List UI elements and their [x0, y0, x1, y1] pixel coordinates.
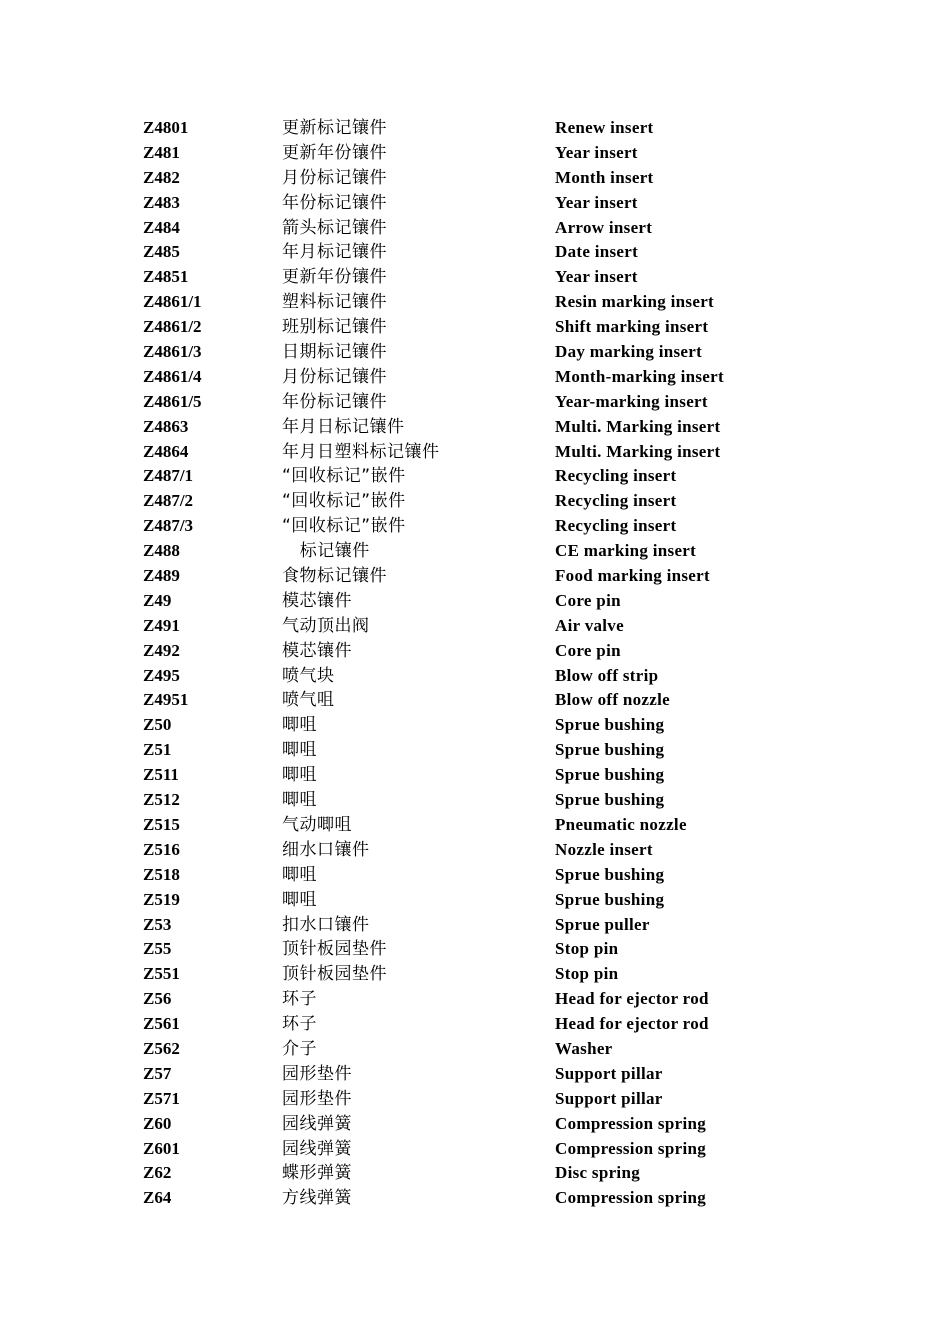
part-code: Z487/2	[143, 491, 194, 511]
english-name: Sprue puller	[555, 914, 650, 934]
part-code: Z482	[143, 167, 180, 187]
chinese-name: 园形垫件	[282, 1063, 352, 1084]
chinese-name: 环子	[282, 989, 317, 1010]
english-name: Sprue bushing	[555, 765, 665, 785]
part-code: Z4851	[143, 267, 189, 287]
english-name: Sprue bushing	[555, 889, 665, 909]
chinese-name: 年月日标记镶件	[282, 416, 405, 437]
chinese-name: 扣水口镶件	[282, 914, 370, 935]
english-name: Disc spring	[555, 1163, 641, 1183]
english-name: Sprue bushing	[555, 715, 665, 735]
part-code: Z483	[143, 192, 180, 212]
chinese-name: 塑料标记镶件	[282, 292, 387, 313]
part-code: Z60	[143, 1113, 172, 1133]
part-code: Z551	[143, 964, 180, 984]
part-code: Z49	[143, 590, 172, 610]
english-name: Stop pin	[555, 939, 619, 959]
chinese-name: 顶针板园垫件	[282, 939, 387, 960]
part-code: Z481	[143, 142, 180, 162]
english-name: Day marking insert	[555, 342, 703, 362]
english-name: Recycling insert	[555, 516, 677, 536]
chinese-name: 气动唧咀	[282, 814, 352, 835]
chinese-name: 唧咀	[282, 864, 317, 885]
english-name: Year insert	[555, 267, 638, 287]
part-code: Z488	[143, 541, 180, 561]
chinese-name: 月份标记镶件	[282, 167, 387, 188]
part-code: Z4863	[143, 416, 189, 436]
chinese-name: 唧咀	[282, 765, 317, 786]
chinese-name: “回收标记”嵌件	[282, 516, 406, 537]
chinese-name: 喷气咀	[282, 690, 335, 711]
part-code: Z519	[143, 889, 180, 909]
english-name: Washer	[555, 1038, 613, 1058]
english-name: Sprue bushing	[555, 740, 665, 760]
english-name: Food marking insert	[555, 566, 710, 586]
chinese-name: 标记镶件	[282, 541, 370, 562]
english-name: Month-marking insert	[555, 366, 724, 386]
chinese-name: 模芯镶件	[282, 590, 352, 611]
chinese-name: 更新年份镶件	[282, 142, 387, 163]
english-name: Air valve	[555, 615, 624, 635]
chinese-name: 园线弹簧	[282, 1138, 352, 1159]
part-code: Z51	[143, 740, 172, 760]
english-name: Month insert	[555, 167, 654, 187]
english-name: Support pillar	[555, 1063, 663, 1083]
part-code: Z53	[143, 914, 172, 934]
part-code: Z4864	[143, 441, 189, 461]
english-name: Compression spring	[555, 1138, 707, 1158]
english-name: Multi. Marking insert	[555, 441, 721, 461]
chinese-name: 唧咀	[282, 790, 317, 811]
part-code: Z4861/5	[143, 391, 202, 411]
part-code: Z512	[143, 790, 180, 810]
chinese-name: 年月日塑料标记镶件	[282, 441, 440, 462]
english-name: CE marking insert	[555, 541, 697, 561]
chinese-name: 更新年份镶件	[282, 267, 387, 288]
english-name: Recycling insert	[555, 466, 677, 486]
part-code: Z562	[143, 1038, 180, 1058]
english-name: Resin marking insert	[555, 292, 714, 312]
english-name: Year insert	[555, 192, 638, 212]
chinese-name: 环子	[282, 1014, 317, 1035]
chinese-name: 更新标记镶件	[282, 118, 387, 138]
chinese-name: 食物标记镶件	[282, 566, 387, 587]
chinese-name: 模芯镶件	[282, 640, 352, 661]
part-code: Z487/3	[143, 516, 194, 536]
english-name: Year insert	[555, 142, 638, 162]
part-code: Z516	[143, 839, 180, 859]
part-code: Z601	[143, 1138, 180, 1158]
chinese-name: 园线弹簧	[282, 1113, 352, 1134]
chinese-name: 箭头标记镶件	[282, 217, 387, 238]
chinese-name: 蝶形弹簧	[282, 1163, 352, 1184]
part-code: Z489	[143, 566, 180, 586]
english-name: Head for ejector rod	[555, 1014, 709, 1034]
english-name: Support pillar	[555, 1088, 663, 1108]
chinese-name: 唧咀	[282, 889, 317, 910]
english-name: Shift marking insert	[555, 317, 709, 337]
chinese-name: 喷气块	[282, 665, 335, 686]
english-name: Nozzle insert	[555, 839, 653, 859]
english-name: Year-marking insert	[555, 391, 708, 411]
chinese-name: 月份标记镶件	[282, 366, 387, 387]
english-name: Sprue bushing	[555, 790, 665, 810]
english-name: Arrow insert	[555, 217, 653, 237]
part-code: Z4861/3	[143, 342, 202, 362]
english-name: Core pin	[555, 590, 621, 610]
chinese-name: 年份标记镶件	[282, 192, 387, 213]
part-code: Z485	[143, 242, 180, 262]
part-code: Z561	[143, 1014, 180, 1034]
chinese-name: 年月标记镶件	[282, 242, 387, 263]
chinese-name: “回收标记”嵌件	[282, 491, 406, 512]
chinese-name: 唧咀	[282, 740, 317, 761]
english-name: Date insert	[555, 242, 639, 262]
part-code: Z4861/4	[143, 366, 202, 386]
english-name: Recycling insert	[555, 491, 677, 511]
part-code: Z491	[143, 615, 180, 635]
chinese-name: 年份标记镶件	[282, 391, 387, 412]
english-name: Stop pin	[555, 964, 619, 984]
part-code: Z4861/1	[143, 292, 202, 312]
chinese-name: 唧咀	[282, 715, 317, 736]
chinese-name: 顶针板园垫件	[282, 964, 387, 985]
part-code: Z511	[143, 765, 179, 785]
chinese-name: 方线弹簧	[282, 1188, 352, 1209]
english-name: Compression spring	[555, 1188, 707, 1208]
part-code: Z518	[143, 864, 180, 884]
chinese-name: 园形垫件	[282, 1088, 352, 1109]
part-code: Z4861/2	[143, 317, 202, 337]
chinese-name: “回收标记”嵌件	[282, 466, 406, 487]
english-name: Core pin	[555, 640, 621, 660]
part-code: Z62	[143, 1163, 172, 1183]
part-code: Z56	[143, 989, 172, 1009]
english-name: Renew insert	[555, 118, 654, 137]
english-name: Sprue bushing	[555, 864, 665, 884]
english-name: Blow off strip	[555, 665, 659, 685]
chinese-name: 气动顶出阀	[282, 615, 370, 636]
chinese-name: 介子	[282, 1038, 317, 1059]
part-code: Z57	[143, 1063, 172, 1083]
english-name: Compression spring	[555, 1113, 707, 1133]
english-name: Blow off nozzle	[555, 690, 670, 710]
part-code: Z495	[143, 665, 180, 685]
part-code: Z492	[143, 640, 180, 660]
part-code: Z571	[143, 1088, 180, 1108]
part-code: Z55	[143, 939, 172, 959]
english-name: Multi. Marking insert	[555, 416, 721, 436]
part-code: Z4951	[143, 690, 189, 710]
english-name: Head for ejector rod	[555, 989, 709, 1009]
part-code: Z64	[143, 1188, 172, 1208]
chinese-name: 细水口镶件	[282, 839, 370, 860]
part-code: Z484	[143, 217, 180, 237]
part-code: Z50	[143, 715, 172, 735]
english-name: Pneumatic nozzle	[555, 814, 687, 834]
chinese-name: 日期标记镶件	[282, 342, 387, 363]
part-code: Z4801	[143, 118, 189, 137]
chinese-name: 班别标记镶件	[282, 317, 387, 338]
part-code: Z487/1	[143, 466, 194, 486]
part-code: Z515	[143, 814, 180, 834]
